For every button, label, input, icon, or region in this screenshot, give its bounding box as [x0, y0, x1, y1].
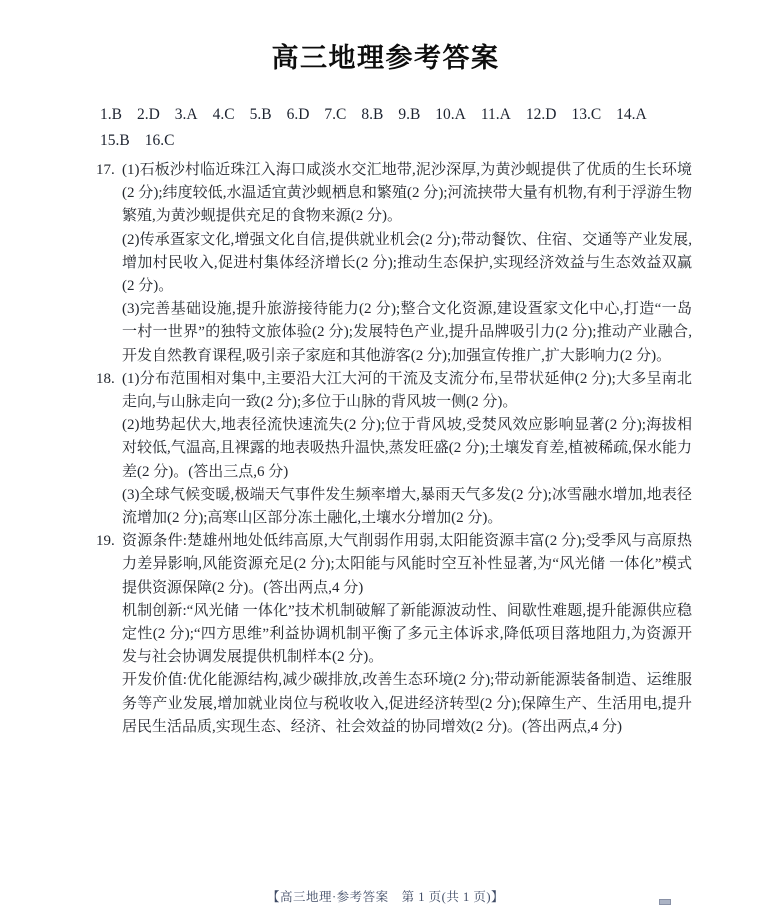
question-19	[96, 530, 692, 739]
answer-item: 15.B	[100, 132, 130, 149]
answer-item: 6.D	[286, 106, 310, 123]
answer-item: 3.A	[174, 106, 198, 123]
answer-item: 1.B	[100, 106, 122, 123]
answer-item: 14.A	[616, 106, 647, 123]
answer-item: 9.B	[398, 106, 421, 123]
answer-item: 8.B	[361, 106, 384, 123]
question-19-part-1: 资源条件:楚雄州地处低纬高原,大气削弱作用弱,太阳能资源丰富(2 分);受季风与高原热力差异影响,风能资源充足(2 分);太阳能与风能时空互补性显著,为“风光储 一体化”模式提供资源保障(2 分)。(答出两点,4 分)	[122, 533, 692, 596]
question-17-part-1: (1)石板沙村临近珠江入海口咸淡水交汇地带,泥沙深厚,为黄沙蚬提供了优质的生长环境(2 分);纬度较低,水温适宜黄沙蚬栖息和繁殖(2 分);河流挟带大量有机物,有利于浮游生物繁殖,为黄沙蚬提供充足的食物来源(2 分)。	[122, 162, 692, 225]
answer-item: 13.C	[571, 106, 602, 123]
multiple-choice-answers	[100, 102, 701, 154]
question-19-part-3: 开发价值:优化能源结构,减少碳排放,改善生态环境(2 分);带动新能源装备制造、运维服务等产业发展,增加就业岗位与税收收入,促进经济转型(2 分);保障生产、生活用电,提升居民生活品质,实现生态、经济、社会效益的协同增效(2 分)。(答出两点,4 分)	[122, 672, 692, 735]
question-17	[96, 159, 692, 368]
question-19-number: 19.	[96, 533, 115, 550]
answer-item: 4.C	[212, 106, 235, 123]
answer-body	[96, 159, 692, 739]
answer-item: 16.C	[144, 132, 175, 149]
question-17-part-2: (2)传承疍家文化,增强文化自信,提供就业机会(2 分);带动餐饮、住宿、交通等产业发展,增加村民收入,促进村集体经济增长(2 分);推动生态保护,实现经济效益与生态效益双赢(2 分)。	[122, 231, 692, 295]
answer-item: 2.D	[136, 106, 160, 123]
question-18-part-1: (1)分布范围相对集中,主要沿大江大河的干流及支流分布,呈带状延伸(2 分);大多呈南北走向,与山脉走向一致(2 分);多位于山脉的背风坡一侧(2 分)。	[122, 370, 692, 411]
question-18-part-2: (2)地势起伏大,地表径流快速流失(2 分);位于背风坡,受焚风效应影响显著(2 分);海拔相对较低,气温高,且裸露的地表吸热升温快,蒸发旺盛(2 分);土壤发育差,植被稀疏,保水能力差(2 分)。(答出三点,6 分)	[122, 417, 692, 480]
answer-item: 11.A	[480, 106, 511, 123]
mc-answer-row-1	[100, 102, 701, 128]
question-18-part-3: (3)全球气候变暖,极端天气事件发生频率增大,暴雨天气多发(2 分);冰雪融水增加,地表径流增加(2 分);高寒山区部分冻土融化,土壤水分增加(2 分)。	[122, 486, 692, 527]
page-footer: 【高三地理·参考答案 第 1 页(共 1 页)】	[267, 890, 504, 904]
question-18-number: 18.	[96, 370, 115, 387]
question-19-part-2: 机制创新:“风光储 一体化”技术机制破解了新能源波动性、间歇性难题,提升能源供应稳定性(2 分);“四方思维”利益协调机制平衡了多元主体诉求,降低项目落地阻力,为资源开发与社会协调发展提供机制样本(2 分)。	[122, 602, 692, 666]
answer-item: 12.D	[525, 106, 557, 123]
question-17-part-3: (3)完善基础设施,提升旅游接待能力(2 分);整合文化资源,建设疍家文化中心,打造“一岛一村一世界”的独特文旅体验(2 分);发展特色产业,提升品牌吸引力(2 分);推动产业融合,开发自然教育课程,吸引亲子家庭和其他游客(2 分);加强宣传推广,扩大影响力(2 分)。	[122, 301, 692, 364]
answer-item: 10.A	[435, 106, 466, 123]
answer-item: 7.C	[324, 106, 347, 123]
answer-item: 5.B	[249, 106, 272, 123]
question-17-number: 17.	[96, 162, 115, 178]
mc-answer-row-2	[100, 128, 701, 154]
question-18	[96, 368, 692, 530]
page-title: 高三地理参考答案	[271, 43, 500, 74]
scan-artifact-mark	[660, 900, 670, 904]
